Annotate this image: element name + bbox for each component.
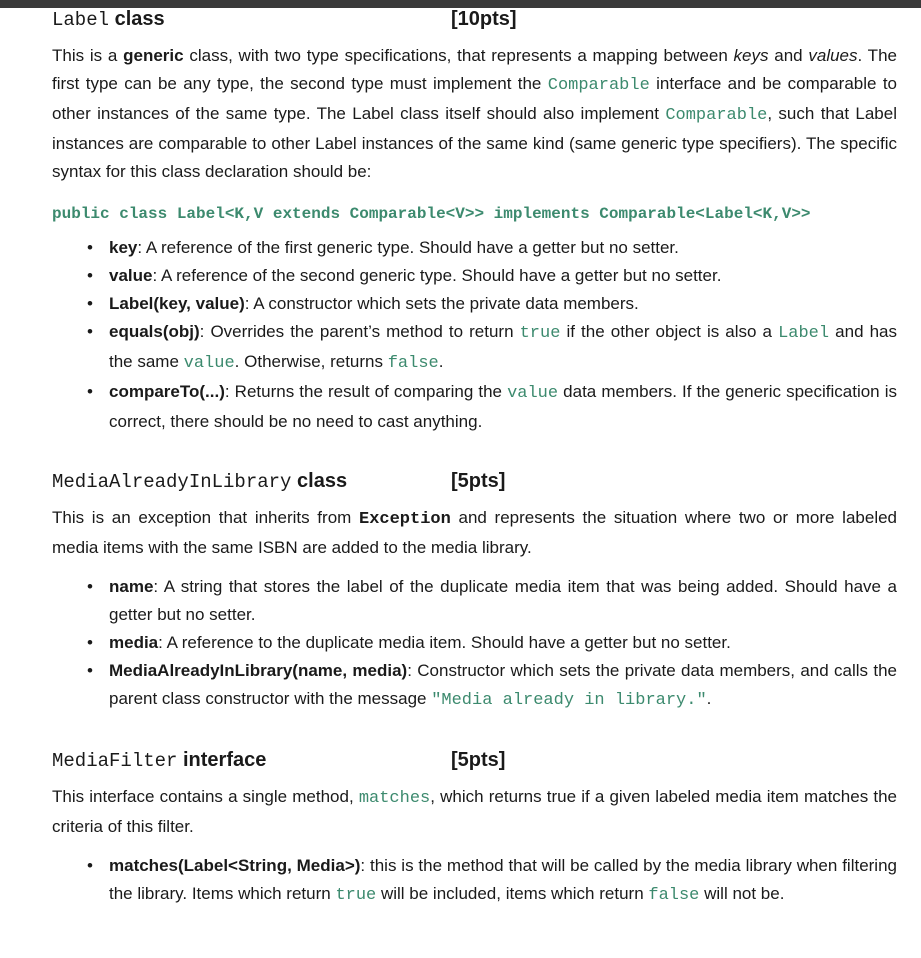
item-text: . xyxy=(706,689,712,708)
item-text: data members. If the generic specification is correct, there should be no need to cast anything. xyxy=(109,382,897,431)
list-item xyxy=(109,318,897,378)
item-text: : this is the method that will be called by the media library when filtering the library. Items which return xyxy=(109,856,897,903)
item-text: : A constructor which sets the private data members. xyxy=(244,294,639,313)
intro-text: . The first type can be any type, the second type must implement the xyxy=(52,46,897,93)
label-class-intro xyxy=(52,42,897,186)
item-code: true xyxy=(519,324,561,343)
list-item xyxy=(109,852,897,910)
item-text: . Otherwise, returns xyxy=(234,352,388,371)
item-code: Label xyxy=(778,324,830,343)
intro-text: , such that Label instances are comparable to other Label instances of the same kind (same generic type specifiers). The specific syntax for this class declaration should be: xyxy=(52,104,897,181)
label-class-members-list xyxy=(52,234,897,436)
list-item xyxy=(109,378,897,436)
item-code: value xyxy=(183,354,235,373)
intro-comparable-code: Comparable xyxy=(665,106,768,125)
list-item xyxy=(109,262,897,290)
item-code: false xyxy=(387,354,439,373)
list-item xyxy=(109,234,897,262)
item-text: : Constructor which sets the private data members, and calls the parent class constructor with the message xyxy=(109,661,898,708)
item-code: true xyxy=(335,886,377,905)
label-class-points: [10pts] xyxy=(451,8,517,30)
label-class-name: Label xyxy=(52,9,110,31)
intro-text: and xyxy=(768,46,809,65)
media-exception-intro xyxy=(52,504,897,562)
item-text: will be included, items which return xyxy=(376,884,649,903)
list-item xyxy=(109,629,897,657)
item-text: will not be. xyxy=(699,884,785,903)
label-class-heading xyxy=(52,8,897,36)
intro-text: and represents the situation where two or more labeled media items with the same ISBN are added to the media library. xyxy=(52,508,898,557)
list-item xyxy=(109,573,897,629)
media-filter-points: [5pts] xyxy=(451,749,506,771)
intro-keys: keys xyxy=(733,46,769,65)
media-exception-kind: class xyxy=(297,470,348,492)
media-filter-members-list xyxy=(52,852,897,910)
item-code: false xyxy=(648,886,700,905)
item-code: "Media already in library." xyxy=(431,691,707,710)
media-filter-intro xyxy=(52,783,897,841)
item-text: : Returns the result of comparing the xyxy=(224,382,508,401)
document xyxy=(52,8,897,910)
intro-text: , which returns true if a given labeled media item matches the criteria of this filter. xyxy=(52,787,897,836)
intro-text: This is an exception that inherits from xyxy=(52,508,359,527)
media-exception-members-list xyxy=(52,573,897,715)
item-term: MediaAlreadyInLibrary(name, media) xyxy=(109,661,408,680)
item-term: value xyxy=(109,266,153,285)
top-border xyxy=(0,0,921,8)
intro-code: matches xyxy=(358,789,431,808)
item-text: : A reference of the first generic type. Should have a getter but no setter. xyxy=(137,238,679,257)
item-text: : A reference to the duplicate media item. Should have a getter but no setter. xyxy=(158,633,731,652)
item-text: : A reference of the second generic type. Should have a getter but no setter. xyxy=(152,266,722,285)
item-term: compareTo(...) xyxy=(109,382,225,401)
list-item xyxy=(109,657,897,715)
intro-comparable-code: Comparable xyxy=(547,76,650,95)
media-exception-heading xyxy=(52,470,897,498)
intro-values: values xyxy=(808,46,858,65)
media-exception-name: MediaAlreadyInLibrary xyxy=(52,471,292,493)
list-item xyxy=(109,290,897,318)
item-term: key xyxy=(109,238,138,257)
media-filter-heading xyxy=(52,749,897,777)
media-filter-kind: interface xyxy=(182,749,267,771)
intro-text: This interface contains a single method, xyxy=(52,787,359,806)
media-exception-points: [5pts] xyxy=(451,470,506,492)
item-term: Label(key, value) xyxy=(109,294,245,313)
item-text: . xyxy=(438,352,444,371)
label-class-declaration-code: public class Label<K,V extends Comparable<V>> implements Comparable<Label<K,V>> xyxy=(52,205,811,223)
item-text: and has the same xyxy=(109,322,897,371)
media-filter-name: MediaFilter xyxy=(52,750,178,772)
intro-generic: generic xyxy=(123,46,184,65)
intro-text: This is a xyxy=(52,46,124,65)
item-term: matches(Label<String, Media>) xyxy=(109,856,361,875)
item-term: media xyxy=(109,633,159,652)
intro-exception-code: Exception xyxy=(359,510,451,529)
item-code: value xyxy=(507,384,559,403)
item-text: : Overrides the parent’s method to return xyxy=(199,322,520,341)
item-term: equals(obj) xyxy=(109,322,200,341)
intro-text: class, with two type specifications, that represents a mapping between xyxy=(183,46,734,65)
label-class-kind: class xyxy=(114,8,165,30)
item-text: if the other object is also a xyxy=(560,322,779,341)
intro-text: interface and be comparable to other instances of the same type. The Label class itself should also implement xyxy=(52,74,897,123)
item-text: : A string that stores the label of the duplicate media item that was being added. Should have a getter but no setter. xyxy=(109,577,897,624)
item-term: name xyxy=(109,577,154,596)
